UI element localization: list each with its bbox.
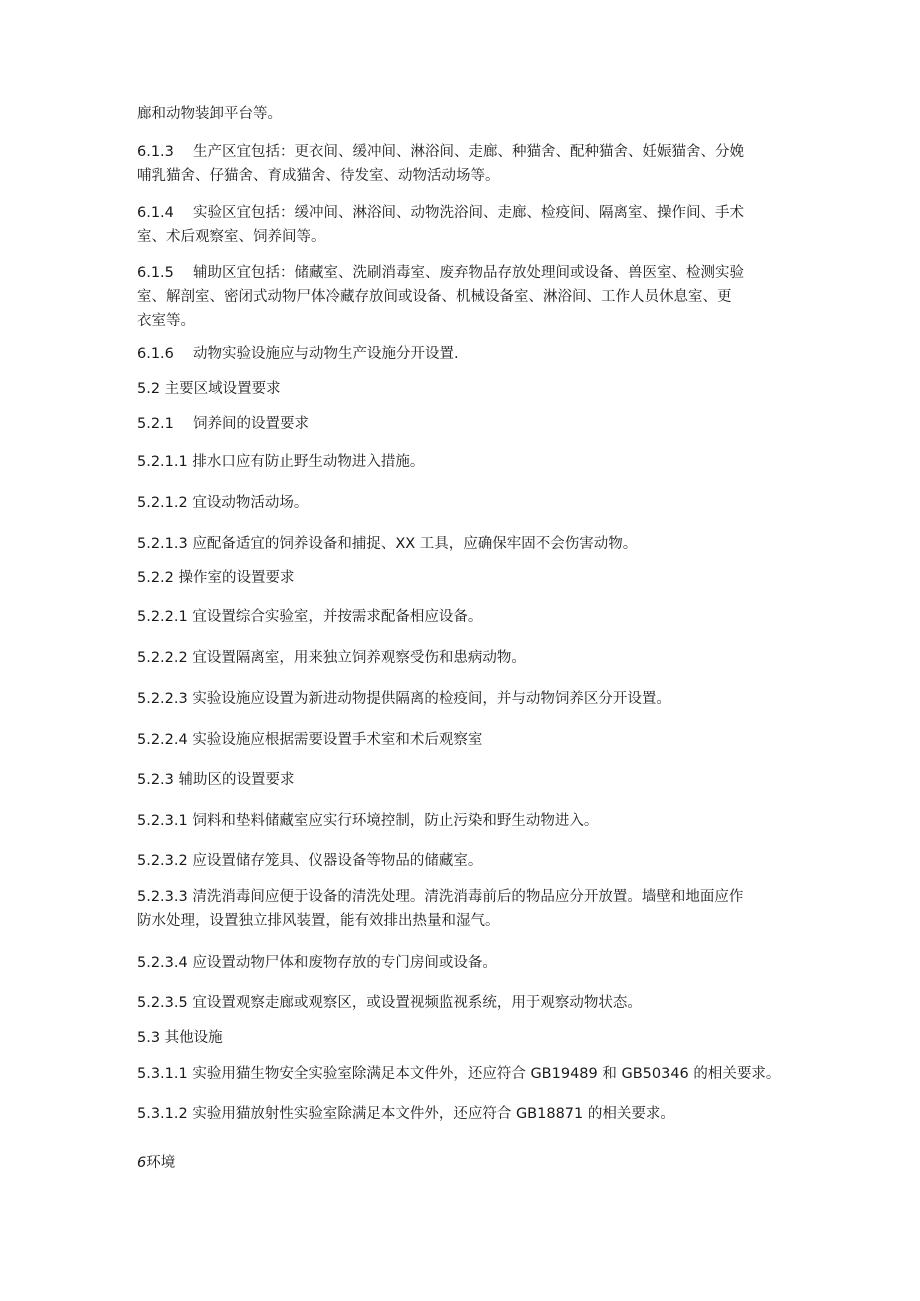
clause-text-continuation: 哺乳猫舍、仔猫舍、育成猫舍、待发室、动物活动场等。 [137, 168, 500, 184]
clause-number: 6.1.4 [137, 205, 174, 221]
clause-6-1-4 [137, 202, 787, 224]
clause-5-2-1-3 [137, 533, 787, 555]
clause-text: 5.2.1.3 应配备适宜的饲养设备和捕捉、XX 工具，应确保牢固不会伤害动物。 [137, 536, 638, 552]
clause-6-1-5-continuation-2 [137, 310, 195, 332]
clause-number: 6.1.3 [137, 144, 174, 160]
clause-text: 5.2.2.2 宜设置隔离室，用来独立饲养观察受伤和患病动物。 [137, 650, 526, 666]
chapter-heading-6 [137, 1152, 787, 1174]
clause-6-1-5-continuation [137, 286, 732, 308]
paragraph-text: 廊和动物装卸平台等。 [137, 106, 282, 122]
clause-number: 5.2.1 [137, 416, 174, 432]
clause-5-3-1-2 [137, 1103, 787, 1125]
clause-6-1-5 [137, 262, 787, 284]
clause-number: 6.1.6 [137, 346, 174, 362]
section-heading: 5.2 主要区域设置要求 [137, 381, 281, 397]
clause-text: 5.2.1.2 宜设动物活动场。 [137, 495, 309, 511]
clause-5-2-3-4 [137, 952, 787, 974]
section-heading: 5.2.3 辅助区的设置要求 [137, 772, 295, 788]
paragraph-continuation [137, 103, 787, 125]
clause-5-2-3-2 [137, 850, 787, 872]
clause-text: 5.2.3.3 清洗消毒间应便于设备的清洗处理。清洗消毒前后的物品应分开放置。墙壁和地面应作 [137, 889, 744, 905]
clause-text: 生产区宜包括：更衣间、缓冲间、淋浴间、走廊、种猫舍、配种猫舍、妊娠猫舍、分娩 [193, 144, 744, 160]
clause-6-1-3-continuation [137, 165, 500, 187]
clause-6-1-6 [137, 343, 787, 365]
section-heading-5-2-3 [137, 769, 787, 791]
section-heading: 5.3 其他设施 [137, 1030, 223, 1046]
clause-text-continuation: 室、解剖室、密闭式动物尸体冷藏存放间或设备、机械设备室、淋浴间、工作人员休息室、更 [137, 289, 732, 305]
clause-text: 5.2.3.1 饲料和垫料储藏室应实行环境控制，防止污染和野生动物进入。 [137, 813, 599, 829]
clause-text: 5.2.3.2 应设置储存笼具、仪器设备等物品的储藏室。 [137, 853, 483, 869]
clause-text: 饲养间的设置要求 [193, 416, 309, 432]
clause-text: 5.3.1.2 实验用猫放射性实验室除满足本文件外，还应符合 GB18871 的相关要求。 [137, 1106, 675, 1122]
clause-5-3-1-1 [137, 1063, 787, 1085]
clause-5-2-1-1 [137, 451, 787, 473]
clause-text-continuation: 衣室等。 [137, 313, 195, 329]
clause-5-2-3-5 [137, 992, 787, 1014]
clause-6-1-4-continuation [137, 226, 326, 248]
clause-text: 辅助区宜包括：储藏室、洗刷消毒室、废弃物品存放处理间或设备、兽医室、检测实验 [193, 265, 744, 281]
clause-text: 5.2.2.3 实验设施应设置为新进动物提供隔离的检疫间，并与动物饲养区分开设置。 [137, 691, 671, 707]
clause-text: 5.2.2.4 实验设施应根据需要设置手术室和术后观察室 [137, 732, 483, 748]
clause-5-2-3-1 [137, 810, 787, 832]
clause-text: 动物实验设施应与动物生产设施分开设置. [193, 346, 459, 362]
clause-text: 实验区宜包括：缓冲间、淋浴间、动物洗浴间、走廊、检疫间、隔离室、操作间、手术 [193, 205, 744, 221]
clause-text-continuation: 防水处理，设置独立排风装置，能有效排出热量和湿气。 [137, 913, 500, 929]
clause-5-2-2-1 [137, 606, 787, 628]
clause-text: 5.2.3.5 宜设置观察走廊或观察区，或设置视频监视系统，用于观察动物状态。 [137, 995, 642, 1011]
clause-text-continuation: 室、术后观察室、饲养间等。 [137, 229, 326, 245]
section-heading-5-2 [137, 378, 787, 400]
chapter-title: 环境 [146, 1155, 176, 1171]
clause-text: 5.2.3.4 应设置动物尸体和废物存放的专门房间或设备。 [137, 955, 497, 971]
clause-5-2-1-2 [137, 492, 787, 514]
clause-5-2-3-3 [137, 886, 787, 908]
clause-5-2-2-4 [137, 729, 787, 751]
clause-number: 6.1.5 [137, 265, 174, 281]
section-heading-5-2-2 [137, 567, 787, 589]
clause-5-2-1 [137, 413, 787, 435]
clause-text: 5.2.1.1 排水口应有防止野生动物进入措施。 [137, 454, 425, 470]
section-heading: 5.2.2 操作室的设置要求 [137, 570, 295, 586]
clause-6-1-3 [137, 141, 787, 163]
section-heading-5-3 [137, 1027, 787, 1049]
clause-text: 5.3.1.1 实验用猫生物安全实验室除满足本文件外，还应符合 GB19489 和 GB50346 的相关要求。 [137, 1066, 781, 1082]
clause-text: 5.2.2.1 宜设置综合实验室，并按需求配备相应设备。 [137, 609, 483, 625]
clause-5-2-2-3 [137, 688, 787, 710]
chapter-number: 6 [137, 1155, 147, 1171]
clause-5-2-2-2 [137, 647, 787, 669]
clause-5-2-3-3-continuation [137, 910, 500, 932]
